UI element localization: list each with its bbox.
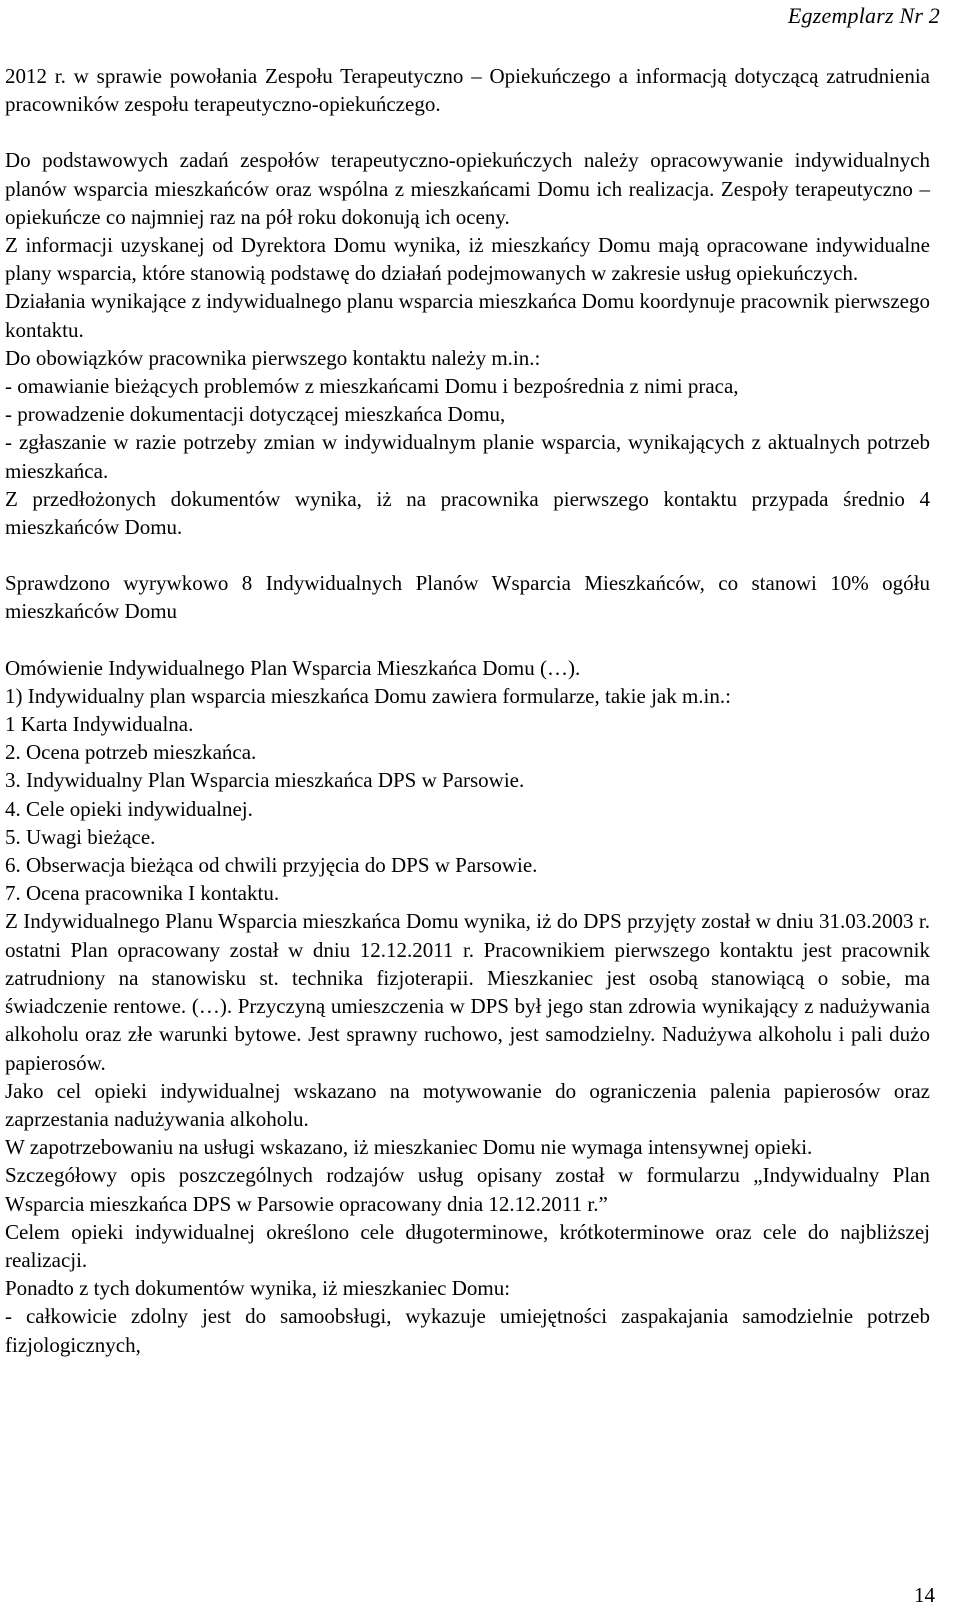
paragraph-further-findings: Ponadto z tych dokumentów wynika, iż mieszkaniec Domu: <box>5 1276 511 1301</box>
paragraph-team-tasks: Do podstawowych zadań zespołów terapeutyczno-opiekuńczych należy opracowywanie indywidualnych planów wsparcia mieszkańców oraz wspólna z mieszkańcami Domu ich realizacja. Zespoły terapeutyczno – opiekuńcze co najmniej raz na pół roku dokonują ich oceny. <box>5 148 930 229</box>
blank-line <box>5 118 930 146</box>
paragraph-coordination: Działania wynikające z indywidualnego planu wsparcia mieszkańca Domu koordynuje pracownik pierwszego kontaktu. <box>5 289 930 342</box>
form-list-item: 2. Ocena potrzeb mieszkańca. <box>5 740 257 765</box>
form-list-item: 4. Cele opieki indywidualnej. <box>5 796 253 821</box>
blank-line <box>5 626 930 654</box>
form-list-item: 1 Karta Indywidualna. <box>5 712 194 737</box>
paragraph-ratio: Z przedłożonych dokumentów wynika, iż na pracownika pierwszego kontaktu przypada średnio 4 mieszkańców Domu. <box>5 486 930 540</box>
document-body <box>5 62 930 1359</box>
finding-item: - całkowicie zdolny jest do samoobsługi, wykazuje umiejętności zaspakajania samodzielnie potrzeb fizjologicznych, <box>5 1304 930 1357</box>
paragraph-care-goal: Jako cel opieki indywidualnej wskazano na motywowanie do ograniczenia palenia papierosów oraz zaprzestania nadużywania alkoholu. <box>5 1078 930 1131</box>
paragraph-detailed-description: Szczegółowy opis poszczególnych rodzajów usług opisany został w formularzu „Indywidualny Plan Wsparcia mieszkańca DPS w Parsowie opracowany dnia 12.12.2011 r.” <box>5 1163 930 1216</box>
paragraph-care-objectives: Celem opieki indywidualnej określono cele długoterminowe, krótkoterminowe oraz cele do najbliższej realizacji. <box>5 1219 930 1272</box>
paragraph-resident-details: Z Indywidualnego Planu Wsparcia mieszkańca Domu wynika, iż do DPS przyjęty został w dniu 31.03.2003 r. ostatni Plan opracowany został w dniu 12.12.2011 r. Pracownikiem pierwszego kontaktu jest pracownik zatrudniony na stanowisku st. technika fizjoterapii. Mieszkaniec jest osobą stanowiącą o sobie, ma świadczenie rentowe. (…). Przyczyną umieszczenia w DPS był jego stan zdrowia wynikający z nadużywania alkoholu oraz złe warunki bytowe. Jest sprawny ruchowo, jest samodzielny. Nadużywa alkoholu i pali dużo papierosów. <box>5 909 930 1075</box>
duty-item: - zgłaszanie w razie potrzeby zmian w indywidualnym planie wsparcia, wynikających z aktualnych potrzeb mieszkańca. <box>5 430 930 483</box>
copy-number-label: Egzemplarz Nr 2 <box>787 3 940 28</box>
paragraph-duties-intro: Do obowiązków pracownika pierwszego kontaktu należy m.in.: <box>5 345 541 370</box>
paragraph-service-needs: W zapotrzebowaniu na usługi wskazano, iż mieszkaniec Domu nie wymaga intensywnej opieki. <box>5 1135 813 1160</box>
form-list-item: 3. Indywidualny Plan Wsparcia mieszkańca DPS w Parsowie. <box>5 768 525 793</box>
duty-item: - omawianie bieżących problemów z mieszkańcami Domu i bezpośrednia z nimi praca, <box>5 374 739 399</box>
paragraph-forms-intro: 1) Indywidualny plan wsparcia mieszkańca Domu zawiera formularze, takie jak m.in.: <box>5 683 731 708</box>
paragraph-director-info: Z informacji uzyskanej od Dyrektora Domu wynika, iż mieszkańcy Domu mają opracowane indywidualne plany wsparcia, które stanowią podstawę do działań podejmowanych w zakresie usług opiekuńczych. <box>5 233 930 286</box>
page-number: 14 <box>914 1583 935 1607</box>
form-list-item: 5. Uwagi bieżące. <box>5 824 156 849</box>
form-list-item: 7. Ocena pracownika I kontaktu. <box>5 881 280 906</box>
paragraph-intro: 2012 r. w sprawie powołania Zespołu Terapeutyczno – Opiekuńczego a informacją dotyczącą zatrudnienia pracowników zespołu terapeutyczno-opiekuńczego. <box>5 64 930 117</box>
paragraph-sample-check: Sprawdzono wyrywkowo 8 Indywidualnych Planów Wsparcia Mieszkańców, co stanowi 10% ogółu mieszkańców Domu <box>5 571 930 624</box>
paragraph-plan-discussion: Omówienie Indywidualnego Plan Wsparcia Mieszkańca Domu (…). <box>5 655 581 680</box>
blank-line <box>5 541 930 569</box>
form-list-item: 6. Obserwacja bieżąca od chwili przyjęcia do DPS w Parsowie. <box>5 853 538 878</box>
duty-item: - prowadzenie dokumentacji dotyczącej mieszkańca Domu, <box>5 402 506 427</box>
